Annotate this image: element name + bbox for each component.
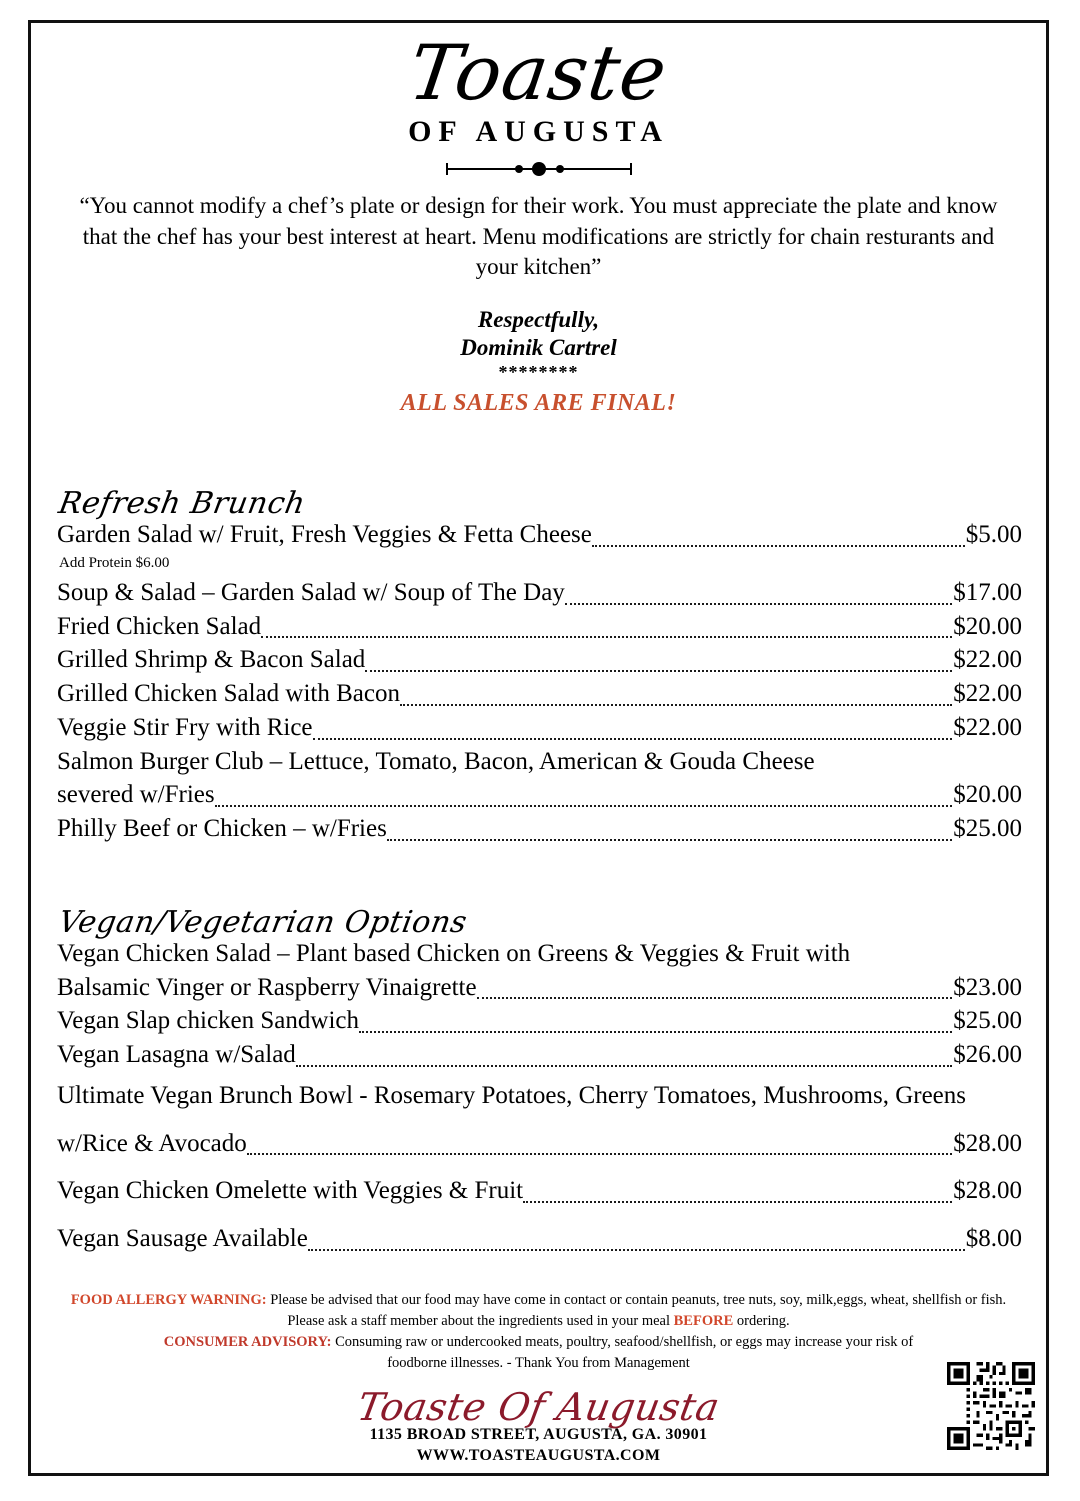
dot-leader [313,738,953,740]
item-name: Philly Beef or Chicken – w/Fries [57,815,387,843]
item-name: Vegan Chicken Omelette with Veggies & Fruit [57,1177,524,1205]
menu-item [57,812,1022,846]
allergy-warning-line [43,1290,1034,1311]
menu-item [57,518,1022,552]
consumer-advisory-text: Consuming raw or undercooked meats, poultry, seafood/shellfish, or eggs may increase your risk of [331,1333,914,1350]
brand-script-logo: Toaste [404,28,674,117]
section-heading: Vegan/Vegetarian Options [56,904,470,940]
item-price: $26.00 [953,1041,1022,1069]
item-name: severed w/Fries [57,781,215,809]
menu-item [57,576,1022,610]
quote-signoff [31,306,1046,362]
menu-item [57,643,1022,677]
dot-leader [296,1065,952,1067]
dot-leader [523,1201,952,1203]
dot-leader [308,1249,965,1251]
chef-quote: “You cannot modify a chef’s plate or design for their work. You must appreciate the plate and know that the chef has your best interest at heart. Menu modifications are strictly for chain resturants and your kitchen” [79,193,998,279]
item-price: $25.00 [953,1007,1022,1035]
signer-name: Dominik Cartrel [460,335,617,361]
menu-item [57,1004,1022,1038]
item-price: $25.00 [953,815,1022,843]
menu-item [57,711,1022,745]
item-price: $28.00 [953,1129,1022,1157]
ornament-divider-icon [439,159,639,179]
item-name: Vegan Slap chicken Sandwich [57,1007,360,1035]
item-name: Soup & Salad – Garden Salad w/ Soup of The Day [57,578,565,606]
consumer-advisory-label: CONSUMER ADVISORY: [163,1333,332,1350]
menu-item [57,971,1022,1005]
item-name: w/Rice & Avocado [57,1129,247,1157]
item-name: Balsamic Vinger or Raspberry Vinaigrette [57,973,477,1001]
dot-leader [400,704,952,706]
dot-leader [261,636,952,638]
allergy-line2-prefix: Please ask a staff member about the ingredients used in your meal [287,1312,674,1329]
item-price: $20.00 [953,612,1022,640]
item-price: $23.00 [953,973,1022,1001]
item-price: $28.00 [953,1177,1022,1205]
item-price: $20.00 [953,781,1022,809]
item-name: Grilled Shrimp & Bacon Salad [57,646,366,674]
brand-header [31,23,1046,179]
menu-item-description-line: Vegan Chicken Salad – Plant based Chicken on Greens & Veggies & Fruit with [57,939,851,967]
item-name: Garden Salad w/ Fruit, Fresh Veggies & Fetta Cheese [57,521,592,549]
website-url[interactable]: WWW.TOASTEAUGUSTA.COM [416,1447,661,1465]
item-price: $22.00 [953,680,1022,708]
item-subnote: Add Protein $6.00 [59,554,170,571]
brand-subtitle: OF AUGUSTA [408,115,669,149]
item-name: Vegan Lasagna w/Salad [57,1041,296,1069]
menu-item [57,610,1022,644]
page-footer [31,1290,1046,1473]
dot-leader [247,1153,952,1155]
allergy-line2-suffix: ordering. [733,1312,790,1329]
all-sales-final-notice: ALL SALES ARE FINAL! [400,390,677,417]
allergy-warning-label: FOOD ALLERGY WARNING: [70,1291,267,1308]
menu-item-description-line: Salmon Burger Club – Lettuce, Tomato, Bacon, American & Gouda Cheese [57,747,815,775]
item-price: $5.00 [965,521,1022,549]
menu-page [28,20,1049,1476]
dot-leader [365,670,952,672]
item-name: Fried Chicken Salad [57,612,262,640]
dot-leader [215,805,953,807]
allergy-warning-line2 [43,1311,1034,1332]
item-name: Veggie Stir Fry with Rice [57,713,313,741]
menu-item [57,1038,1022,1072]
allergy-before-keyword: BEFORE [673,1312,734,1329]
section-heading: Refresh Brunch [56,486,309,522]
signoff-line: Respectfully, [477,307,600,333]
footer-address-block [43,1424,1034,1467]
legal-warnings [43,1290,1034,1374]
street-address: 1135 BROAD STREET, AUGUSTA, GA. 30901 [369,1425,708,1443]
menu-item [57,778,1022,812]
menu-section-vegan-vegetarian [56,904,1022,1256]
qr-code-icon[interactable] [944,1359,1038,1453]
dot-leader [387,839,952,841]
item-name: Vegan Sausage Available [57,1225,308,1253]
dot-leader [359,1031,952,1033]
menu-item [57,1222,1022,1256]
footer-brand-logo [43,1384,1034,1429]
allergy-warning-text: Please be advised that our food may have come in contact or contain peanuts, tree nuts, soy, milk,eggs, wheat, shellfish or fish. [266,1291,1007,1308]
item-price: $8.00 [965,1225,1022,1253]
star-separator: ******** [498,362,579,383]
item-price: $17.00 [953,578,1022,606]
menu-item [57,1174,1022,1208]
menu-item [57,677,1022,711]
menu-item [57,1127,1022,1161]
dot-leader [565,603,952,605]
dot-leader [477,997,953,999]
item-price: $22.00 [953,646,1022,674]
consumer-advisory-line2: foodborne illnesses. - Thank You from Management [387,1354,690,1371]
consumer-advisory-line [43,1332,1034,1353]
menu-sections [31,486,1046,1256]
menu-item-description-line: Ultimate Vegan Brunch Bowl - Rosemary Potatoes, Cherry Tomatoes, Mushrooms, Greens [57,1081,966,1109]
footer-logo-script: Toaste Of Augusta [354,1384,723,1429]
menu-section-refresh-brunch [56,486,1022,846]
dot-leader [592,545,965,547]
item-name: Grilled Chicken Salad with Bacon [57,680,400,708]
item-price: $22.00 [953,713,1022,741]
